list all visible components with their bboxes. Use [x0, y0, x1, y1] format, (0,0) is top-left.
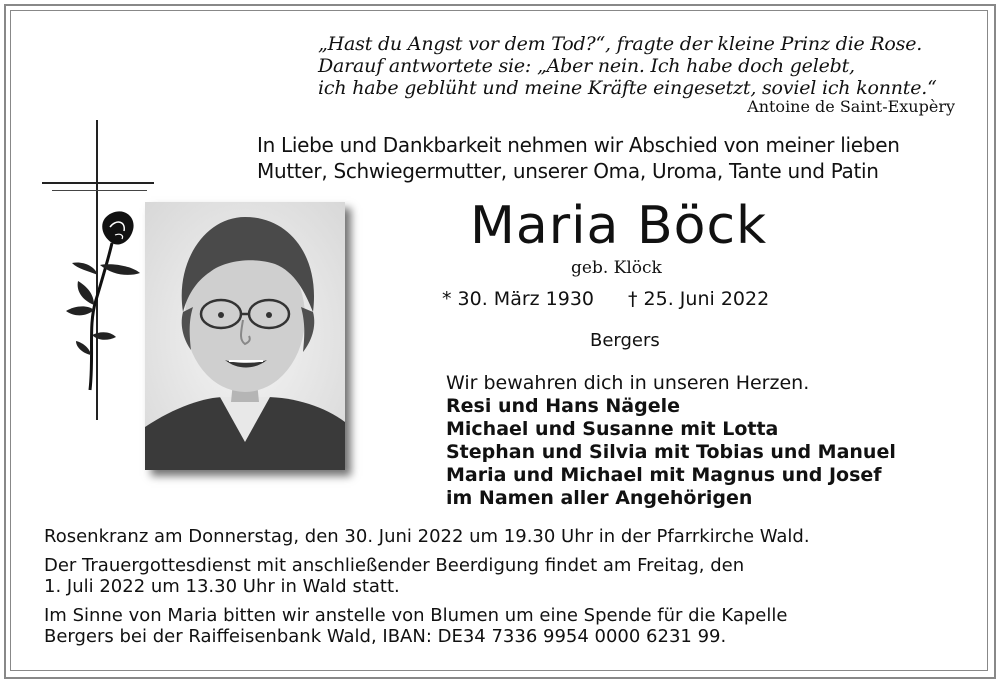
quote-line-1: „Hast du Angst vor dem Tod?“, fragte der kleine Prinz die Rose. — [318, 33, 923, 55]
family-member: Maria und Michael mit Magnus und Josef — [446, 464, 882, 486]
rosary-line: Rosenkranz am Donnerstag, den 30. Juni 2022 um 19.30 Uhr in der Pfarrkirche Wald. — [44, 526, 810, 547]
portrait-photo — [145, 202, 345, 470]
service-note — [44, 555, 810, 597]
donation-line-2: Bergers bei der Raiffeisenbank Wald, IBAN: DE34 7336 9954 0000 6231 99. — [44, 626, 727, 647]
rosary-note — [44, 526, 810, 547]
rose-icon — [60, 205, 150, 395]
cross-horizontal-thin — [52, 190, 147, 191]
cross-horizontal — [42, 182, 154, 184]
quote-line-2: Darauf antwortete sie: „Aber nein. Ich habe doch gelebt, — [318, 55, 855, 77]
family-lead: Wir bewahren dich in unseren Herzen. — [446, 372, 810, 394]
family-member: Michael und Susanne mit Lotta — [446, 418, 779, 440]
quote — [318, 33, 958, 99]
family-block — [446, 372, 896, 510]
family-member: Resi und Hans Nägele — [446, 395, 681, 417]
intro-text — [257, 132, 900, 184]
life-dates — [442, 288, 769, 310]
death-date: † 25. Juni 2022 — [628, 288, 770, 310]
family-member: im Namen aller Angehörigen — [446, 487, 753, 509]
donation-line-1: Im Sinne von Maria bitten wir anstelle von Blumen um eine Spende für die Kapelle — [44, 605, 788, 626]
birth-name: geb. Klöck — [571, 258, 662, 278]
donation-note — [44, 605, 810, 647]
service-line-2: 1. Juli 2022 um 13.30 Uhr in Wald statt. — [44, 576, 400, 597]
deceased-name: Maria Böck — [470, 196, 768, 256]
intro-line-1: In Liebe und Dankbarkeit nehmen wir Abschied von meiner lieben — [257, 133, 900, 157]
intro-line-2: Mutter, Schwiegermutter, unserer Oma, Uroma, Tante und Patin — [257, 159, 879, 183]
place: Bergers — [590, 330, 660, 351]
quote-line-3: ich habe geblüht und meine Kräfte eingesetzt, soviel ich konnte.“ — [318, 77, 937, 99]
family-member: Stephan und Silvia mit Tobias und Manuel — [446, 441, 896, 463]
notes — [44, 526, 810, 655]
quote-author: Antoine de Saint-Exupèry — [747, 97, 955, 116]
service-line-1: Der Trauergottesdienst mit anschließender Beerdigung findet am Freitag, den — [44, 555, 745, 576]
birth-date: * 30. März 1930 — [442, 288, 595, 310]
